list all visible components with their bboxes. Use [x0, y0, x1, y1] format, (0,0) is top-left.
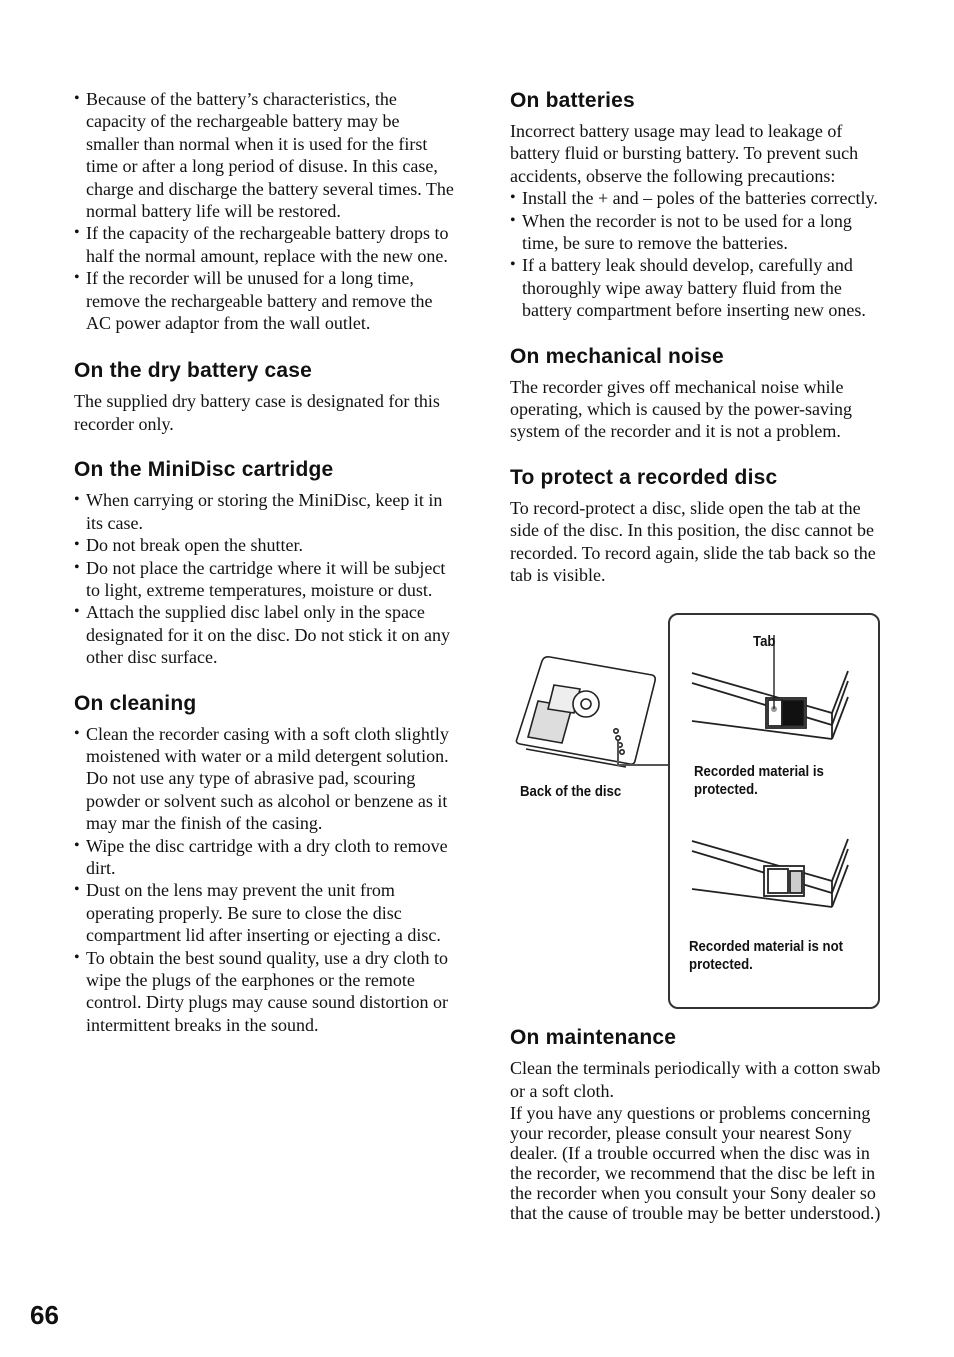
back-of-disc-label: Back of the disc — [520, 782, 622, 800]
section-text: The recorder gives off mechanical noise while operating, which is caused by the power-saving system of the recorder and it is not a problem. — [510, 376, 853, 442]
tab-label: Tab — [753, 632, 776, 650]
list-item: • To obtain the best sound quality, use a dry cloth to wipe the plugs of the earphones or the remote control. Dirty plugs may cause sound distortion or intermittent breaks in the sound. — [74, 947, 454, 1037]
minidisc-section — [74, 457, 454, 668]
battery-notes-list — [74, 88, 454, 334]
list-item: • Clean the recorder casing with a soft cloth slightly moistened with water or a mild detergent solution. Do not use any type of abrasive pad, scouring powder or solvent such as alcohol or benzene as it may mar the finish of the casing. — [74, 723, 454, 835]
batteries-list — [510, 187, 886, 321]
disc-protect-figure — [510, 601, 886, 1001]
list-item: • If the recorder will be unused for a long time, remove the rechargeable battery and remove the AC power adaptor from the wall outlet. — [74, 267, 454, 334]
section-heading: To protect a recorded disc — [510, 465, 778, 489]
right-column — [510, 88, 886, 1245]
minidisc-icon — [516, 656, 655, 766]
list-item: • If the capacity of the rechargeable battery drops to half the normal amount, replace with the new one. — [74, 222, 454, 267]
left-column — [74, 88, 454, 1058]
unprotected-tab-icon — [692, 839, 848, 907]
dry-battery-section — [74, 358, 454, 435]
list-item: • Do not break open the shutter. — [74, 534, 454, 556]
list-item: • Do not place the cartridge where it will be subject to light, extreme temperatures, moisture or dust. — [74, 557, 454, 602]
page-number: 66 — [30, 1300, 59, 1330]
maintenance-section — [510, 1025, 886, 1223]
battery-notes-section — [74, 88, 454, 334]
cleaning-section — [74, 691, 454, 1037]
section-text: Clean the terminals periodically with a cotton swab or a soft cloth. — [510, 1057, 881, 1101]
section-heading: On mechanical noise — [510, 344, 724, 368]
list-item: • Wipe the disc cartridge with a dry cloth to remove dirt. — [74, 835, 454, 880]
section-text: Incorrect battery usage may lead to leakage of battery fluid or bursting battery. To prevent such accidents, observe the following precautions: — [510, 121, 859, 186]
list-item: • When carrying or storing the MiniDisc, keep it in its case. — [74, 489, 454, 534]
list-item: • Dust on the lens may prevent the unit from operating properly. Be sure to close the disc compartment lid after inserting or ejecting a disc. — [74, 879, 454, 946]
section-heading: On batteries — [510, 89, 635, 112]
list-item: • Attach the supplied disc label only in the space designated for it on the disc. Do not stick it on any other disc surface. — [74, 601, 454, 668]
section-heading: On the MiniDisc cartridge — [74, 458, 334, 482]
batteries-section — [510, 88, 886, 322]
protected-label: Recorded material is protected. — [694, 762, 824, 798]
list-item: • Install the + and – poles of the batteries correctly. — [510, 187, 886, 209]
list-item: • If a battery leak should develop, carefully and thoroughly wipe away battery fluid from the battery compartment before inserting new ones. — [510, 254, 886, 321]
minidisc-list — [74, 489, 454, 668]
section-text: The supplied dry battery case is designated for this recorder only. — [74, 391, 440, 434]
list-item: • Because of the battery’s characteristics, the capacity of the rechargeable battery may be smaller than normal when it is used for the first time or after a long period of disuse. In this case, charge and discharge the battery several times. The normal battery life will be restored. — [74, 88, 454, 222]
section-text: To record-protect a disc, slide open the tab at the side of the disc. In this position, the disc cannot be recorded. To record again, slide the tab back so the tab is visible. — [510, 497, 876, 586]
section-heading: On cleaning — [74, 691, 197, 715]
section-text: If you have any questions or problems concerning your recorder, please consult your nearest Sony dealer. (If a trouble occurred when the disc was in the recorder, we recommend that the disc be left in the recorder when you consult your Sony dealer so that the cause of trouble may be better understood.) — [510, 1102, 881, 1223]
mechanical-noise-section — [510, 344, 886, 443]
protect-disc-section — [510, 465, 886, 587]
list-item: • When the recorder is not to be used for a long time, be sure to remove the batteries. — [510, 210, 886, 255]
cleaning-list — [74, 723, 454, 1037]
section-heading: On the dry battery case — [74, 359, 313, 383]
not-protected-label: Recorded material is not protected. — [689, 937, 844, 973]
section-heading: On maintenance — [510, 1025, 677, 1049]
